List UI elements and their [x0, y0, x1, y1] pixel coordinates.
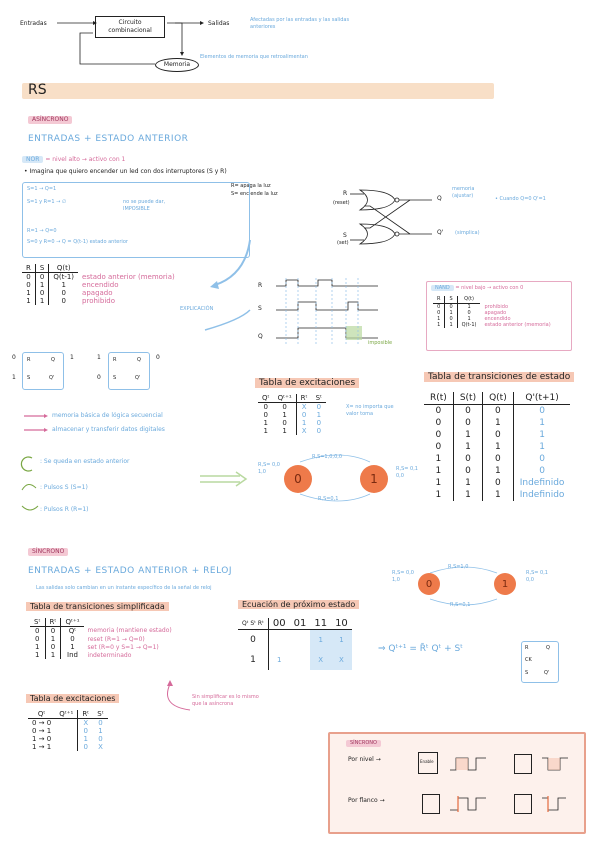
table-cell: X [301, 427, 307, 435]
table-cell: 0 [316, 427, 322, 435]
nor-desc: = nivel alto → activo con 1 [45, 156, 126, 163]
kmap-cell: 1 [331, 630, 352, 650]
table-cell: 1 [22, 297, 35, 305]
trans-title: Tabla de transiciones de estado [424, 372, 574, 382]
latch2-r: R [113, 357, 117, 363]
table-cell: 0 [483, 429, 514, 441]
table-cell: 1 [483, 465, 514, 477]
table-cell: 0 → 0 [32, 719, 52, 727]
table-cell: 1 [424, 489, 453, 501]
sync-arc-top: R,S=1,0 [448, 564, 469, 570]
gate-r: R [343, 190, 348, 197]
pulsos-r-legend: : Pulsos R (R=1) [40, 506, 89, 513]
trans-th-q: Q(t) [483, 392, 514, 405]
table-cell: 1 [453, 489, 482, 501]
asincrono-subtitle: ENTRADAS + ESTADO ANTERIOR [28, 134, 189, 144]
table-cell: 0 [45, 627, 61, 636]
trans-th-q1: Q'(t+1) [513, 392, 570, 405]
table-note: apagado [82, 289, 113, 297]
table-cell: 1 [45, 651, 61, 659]
nand-table [433, 296, 555, 328]
table-cell: 1 → 0 [32, 735, 52, 743]
salidas-label: Salidas [208, 20, 230, 27]
latch2-qp: Q' [135, 375, 141, 381]
table-cell: 1 [453, 441, 482, 453]
sincrono-label: SÍNCRONO [28, 548, 68, 556]
table-note: prohibido [484, 303, 509, 310]
s-enciende: S= enciende la luz [231, 191, 278, 197]
table-cell: 0 [453, 417, 482, 429]
table-cell: Q(t-1) [461, 322, 477, 328]
table-cell: 0 [316, 403, 322, 411]
box-title: SÍNCRONO [346, 740, 381, 747]
table-cell: 0 [45, 643, 61, 651]
timing-diagram [258, 278, 403, 348]
sigue-legend: : Se queda en estado anterior [40, 458, 130, 465]
table-cell: 1 [483, 417, 514, 429]
table-cell [55, 743, 78, 751]
latch1-r: R [27, 357, 31, 363]
sync-exc-table [28, 710, 108, 751]
table-cell: 0 [98, 719, 103, 727]
table-cell: 1 [35, 297, 48, 305]
sync-state-1: 1 [494, 573, 516, 595]
nor-th-r: R [22, 264, 35, 273]
table-cell: 1 [61, 281, 66, 289]
kmap-cell: X [310, 650, 331, 670]
table-cell: 0 [539, 466, 545, 476]
table-cell: 0 [274, 419, 297, 427]
table-cell: 1 [424, 453, 453, 465]
latch2-out: 0 [156, 354, 160, 361]
r-apaga: R= apaga la luz [231, 183, 271, 189]
nand-box [426, 281, 572, 351]
table-cell [55, 735, 78, 743]
kmap-cell [290, 630, 311, 650]
table-cell: 0 [83, 743, 89, 751]
kmap-col: 11 [310, 618, 331, 630]
sync-arc-right: R,S= 0,1 0,0 [526, 570, 548, 583]
table-cell: 1 [301, 419, 307, 427]
table-cell: 0 [453, 465, 482, 477]
memoria-oval: Memoria [155, 58, 199, 72]
rule-4: S=0 y R=0 → Q = Q(t-1) estado anterior [27, 239, 128, 245]
table-cell: 1 [30, 651, 45, 659]
table-cell: 0 [301, 411, 307, 419]
circuito-box: Circuito combinacional [95, 16, 165, 38]
table-cell: 1 [45, 635, 61, 643]
simpl-th-s: Sᵗ [30, 618, 45, 627]
table-cell: 0 [433, 304, 445, 311]
rs-title: RS [28, 82, 47, 98]
kmap-cell [268, 630, 289, 650]
table-note: estado anterior (memoria) [484, 322, 551, 328]
nor-badge: NOR [22, 156, 43, 163]
kmap-corner-q: Qᵗ [242, 620, 249, 627]
table-cell: 0 [274, 403, 297, 412]
table-cell: 1 [433, 316, 445, 322]
rule-2: S=1 y R=1 → ∅ [27, 199, 67, 205]
rs-title-bar [22, 83, 494, 99]
ff-ck: CK [525, 657, 532, 663]
kmap-corner-sr: Sᵗ Rᵗ [250, 620, 264, 627]
sync-state-0: 0 [418, 573, 440, 595]
nor-line [22, 156, 125, 164]
kmap-col: 01 [290, 618, 311, 630]
ff-s: S [525, 670, 529, 676]
latch-example-2 [108, 352, 150, 390]
table-note: prohibido [82, 297, 115, 305]
table-cell: Indefinido [519, 490, 565, 500]
table-cell: 0 [483, 453, 514, 465]
latch1-q: Q [51, 357, 55, 363]
table-cell: Qᵗ [68, 627, 77, 635]
kmap-cell [290, 650, 311, 670]
latch1-out: 1 [70, 354, 74, 361]
table-cell: Indefinido [519, 478, 565, 488]
table-cell: 1 [70, 643, 75, 651]
rule-3: R=1 → Q=0 [27, 228, 57, 234]
table-cell: 0 [424, 441, 453, 453]
por-nivel-label: Por nivel → [348, 756, 381, 763]
table-cell: 0 [445, 304, 457, 311]
table-cell: 0 [263, 411, 269, 419]
table-cell: 0 [35, 289, 48, 297]
nor-th-q: Q(t) [49, 264, 78, 273]
gate-reset: (reset) [333, 200, 350, 206]
sincrono-types-box [328, 732, 586, 834]
table-note: encendido [484, 316, 511, 322]
latch-example-1 [22, 352, 64, 390]
sync-exc-th-s: Sᵗ [93, 710, 108, 719]
table-note: indeterminado [87, 651, 132, 659]
kmap-table [238, 618, 352, 670]
gate-set: (set) [337, 240, 349, 246]
table-cell: 1 [483, 489, 514, 501]
table-cell: 0 [316, 419, 322, 427]
table-cell: 0 [483, 405, 514, 418]
table-cell: 1 [445, 322, 457, 328]
sync-arc-bot: R,S=0,1 [450, 602, 471, 608]
sin-simpl-note: Sin simplificar es lo mismo que la asíncrona [192, 694, 259, 707]
table-cell: Ind [67, 651, 78, 659]
imposible-label: imposible [368, 340, 393, 346]
table-cell: 0 [61, 297, 66, 305]
qprime-out: Q' [437, 229, 444, 236]
asincrono-label: ASÍNCRONO [28, 116, 72, 124]
table-cell: 1 [539, 430, 545, 440]
table-cell: 0 [445, 316, 457, 322]
latch1-in2: 1 [12, 374, 16, 381]
ff-r: R [525, 645, 529, 651]
table-cell: Q(t-1) [53, 273, 75, 281]
exc-note: X= no importa que valor toma [346, 404, 394, 417]
table-cell: 0 [483, 477, 514, 489]
table-cell: 1 [316, 411, 322, 419]
table-note: encendido [82, 281, 119, 289]
table-note: memoria (mantiene estado) [87, 627, 172, 635]
table-cell: 1 [263, 419, 269, 427]
timing-q: Q [258, 333, 263, 340]
table-cell: 0 [70, 635, 75, 643]
latch1-s: S [27, 375, 31, 381]
exc-th-q1: Qᵗ⁺¹ [274, 394, 297, 403]
table-cell: 0 [98, 735, 103, 743]
trans-table [424, 392, 570, 501]
kmap-cell: 1 [276, 655, 282, 664]
kmap-col: 00 [268, 618, 289, 630]
memoria-basica: memoria básica de lógica secuencial [52, 412, 163, 419]
table-cell: 0 [467, 310, 471, 316]
latch2-s: S [113, 375, 117, 381]
table-cell: 1 [263, 427, 269, 435]
table-cell: 1 [30, 643, 45, 651]
async-arc-bot: R,S=0,1 [318, 496, 339, 502]
latch2-in2: 0 [97, 374, 101, 381]
ecuacion-title: Ecuación de próximo estado [238, 600, 359, 609]
cuando-note: • Cuando Q=0 Q'=1 [495, 196, 546, 202]
latch2-q: Q [137, 357, 141, 363]
table-cell: 1 → 1 [32, 743, 52, 751]
entradas-label: Entradas [20, 20, 47, 27]
simpl-table [30, 618, 176, 659]
table-cell: 0 [453, 405, 482, 418]
no-se-puede: no se puede dar, IMPOSIBLE [123, 199, 166, 212]
table-cell: 1 [467, 316, 471, 322]
table-cell: 1 [433, 322, 445, 328]
nand-th-r: R [433, 296, 445, 304]
rules-box [22, 182, 250, 258]
async-arc-right: R,S= 0,1 0,0 [396, 466, 418, 479]
double-arrow-icon [200, 470, 260, 490]
kmap-cell: X [331, 650, 352, 670]
nand-badge: NAND [431, 285, 454, 291]
table-cell: 1 [483, 441, 514, 453]
table-cell: X [98, 743, 103, 751]
table-cell: 1 [22, 289, 35, 297]
sync-exc-title: Tabla de excitaciones [26, 694, 119, 703]
table-cell: 1 [35, 281, 48, 289]
sincrono-subtitle: ENTRADAS + ESTADO ANTERIOR + RELOJ [28, 566, 233, 576]
timing-s: S [258, 305, 262, 312]
table-cell: 1 [453, 477, 482, 489]
table-cell: 0 [30, 627, 45, 636]
table-cell: 0 [22, 273, 35, 282]
table-cell: 1 [98, 727, 103, 735]
nor-truth-table [22, 264, 179, 305]
sync-exc-th-q: Qᵗ [28, 710, 55, 719]
table-cell: 0 [453, 453, 482, 465]
sync-exc-th-q1: Qᵗ⁺¹ [55, 710, 78, 719]
exc-th-q: Qᵗ [258, 394, 274, 403]
trans-th-r: R(t) [424, 392, 453, 405]
table-cell: 0 [433, 310, 445, 316]
table-cell [55, 719, 78, 728]
table-note: set (R=0 y S=1 → Q=1) [87, 643, 159, 651]
table-cell: 0 [263, 403, 269, 411]
simpl-th-r: Rᵗ [45, 618, 61, 627]
ff-enable: Enable [420, 759, 434, 764]
sync-arc-left: R,S= 0,0 1,0 [392, 570, 414, 583]
kmap-cell: 1 [310, 630, 331, 650]
table-cell: 1 [539, 418, 545, 428]
kmap-row-label: 0 [238, 630, 268, 650]
simplica: (simplica) [455, 230, 480, 236]
table-note: apagado [484, 310, 507, 316]
table-cell: 1 [467, 304, 471, 310]
latch1-qp: Q' [49, 375, 55, 381]
table-cell: 0 [83, 727, 89, 735]
kmap-row-label: 1 [238, 650, 268, 670]
table-note: reset (R=1 → Q=0) [87, 635, 145, 643]
nor-th-s: S [35, 264, 48, 273]
table-cell: 0 [424, 417, 453, 429]
nand-desc: = nivel bajo → activo con 0 [455, 285, 524, 291]
next-state-equation: ⇒ Qᵗ⁺¹ = R̄ᵗ Qᵗ + Sᵗ [378, 644, 463, 654]
pulsos-s-legend: : Pulsos S (S=1) [40, 484, 88, 491]
sync-ff-symbol [521, 641, 559, 683]
table-note: estado anterior (memoria) [82, 272, 175, 281]
exc-title-async: Tabla de excitaciones [255, 378, 359, 388]
exc-th-s: Sᵗ [312, 394, 327, 403]
sync-exc-th-r: Rᵗ [78, 710, 93, 719]
por-flanco-label: Por flanco → [348, 797, 385, 804]
table-cell: 0 → 1 [32, 727, 52, 735]
table-cell: X [83, 719, 89, 727]
table-cell: 0 [424, 405, 453, 418]
clock-waveforms [330, 734, 584, 832]
afectadas-note: Afectadas por las entradas y las salidas anteriores [250, 17, 350, 30]
latch2-in1: 1 [97, 354, 101, 361]
exc-th-r: Rᵗ [296, 394, 311, 403]
table-cell: 1 [453, 429, 482, 441]
table-cell: 0 [424, 429, 453, 441]
ff-qp: Q' [544, 670, 550, 676]
kmap-col: 10 [331, 618, 352, 630]
sincrono-desc: Las salidas solo cambian en un instante específico de la señal de reloj [36, 585, 212, 591]
imagina-text: • Imagina que quiero encender un led con dos interruptores (S y R) [24, 168, 227, 175]
table-cell: 0 [61, 289, 66, 297]
ff-q: Q [546, 645, 550, 651]
elementos-note: Elementos de memoria que retroalimentan [200, 54, 308, 60]
q-out: Q [437, 195, 442, 202]
trans-th-s: S(t) [453, 392, 482, 405]
explicacion-label: EXPLICACIÓN [180, 306, 214, 312]
table-cell: X [301, 403, 307, 411]
async-state-0: 0 [284, 465, 312, 493]
table-cell: 0 [22, 281, 35, 289]
table-cell: 0 [35, 273, 48, 282]
nand-th-q: Q(t) [457, 296, 480, 304]
table-cell: 1 [424, 477, 453, 489]
latch1-in1: 0 [12, 354, 16, 361]
nand-th-s: S [445, 296, 457, 304]
simpl-th-q: Qᵗ⁺¹ [61, 618, 84, 627]
almacenar: almacenar y transferir datos digitales [52, 426, 165, 433]
table-cell: 1 [274, 411, 297, 419]
gate-s: S [343, 232, 347, 239]
table-cell: 1 [424, 465, 453, 477]
exc-table-async [258, 394, 326, 435]
table-cell: 0 [539, 454, 545, 464]
table-cell: 0 [30, 635, 45, 643]
simpl-title: Tabla de transiciones simplificada [26, 602, 169, 611]
table-cell: 0 [539, 406, 545, 416]
table-cell: 1 [539, 442, 545, 452]
rule-1: S=1 → Q=1 [27, 186, 57, 192]
kmap-corner [238, 618, 268, 630]
table-cell [55, 727, 78, 735]
memoria-ajustar: memoria (ajustar) [452, 186, 475, 199]
async-arc-top: R,S=1,0;0,0 [312, 454, 343, 460]
table-cell: 1 [445, 310, 457, 316]
async-arc-left: R,S= 0,0 1,0 [258, 462, 280, 475]
timing-r: R [258, 282, 263, 289]
table-cell: 1 [274, 427, 297, 435]
async-state-1: 1 [360, 465, 388, 493]
table-cell: 1 [83, 735, 89, 743]
